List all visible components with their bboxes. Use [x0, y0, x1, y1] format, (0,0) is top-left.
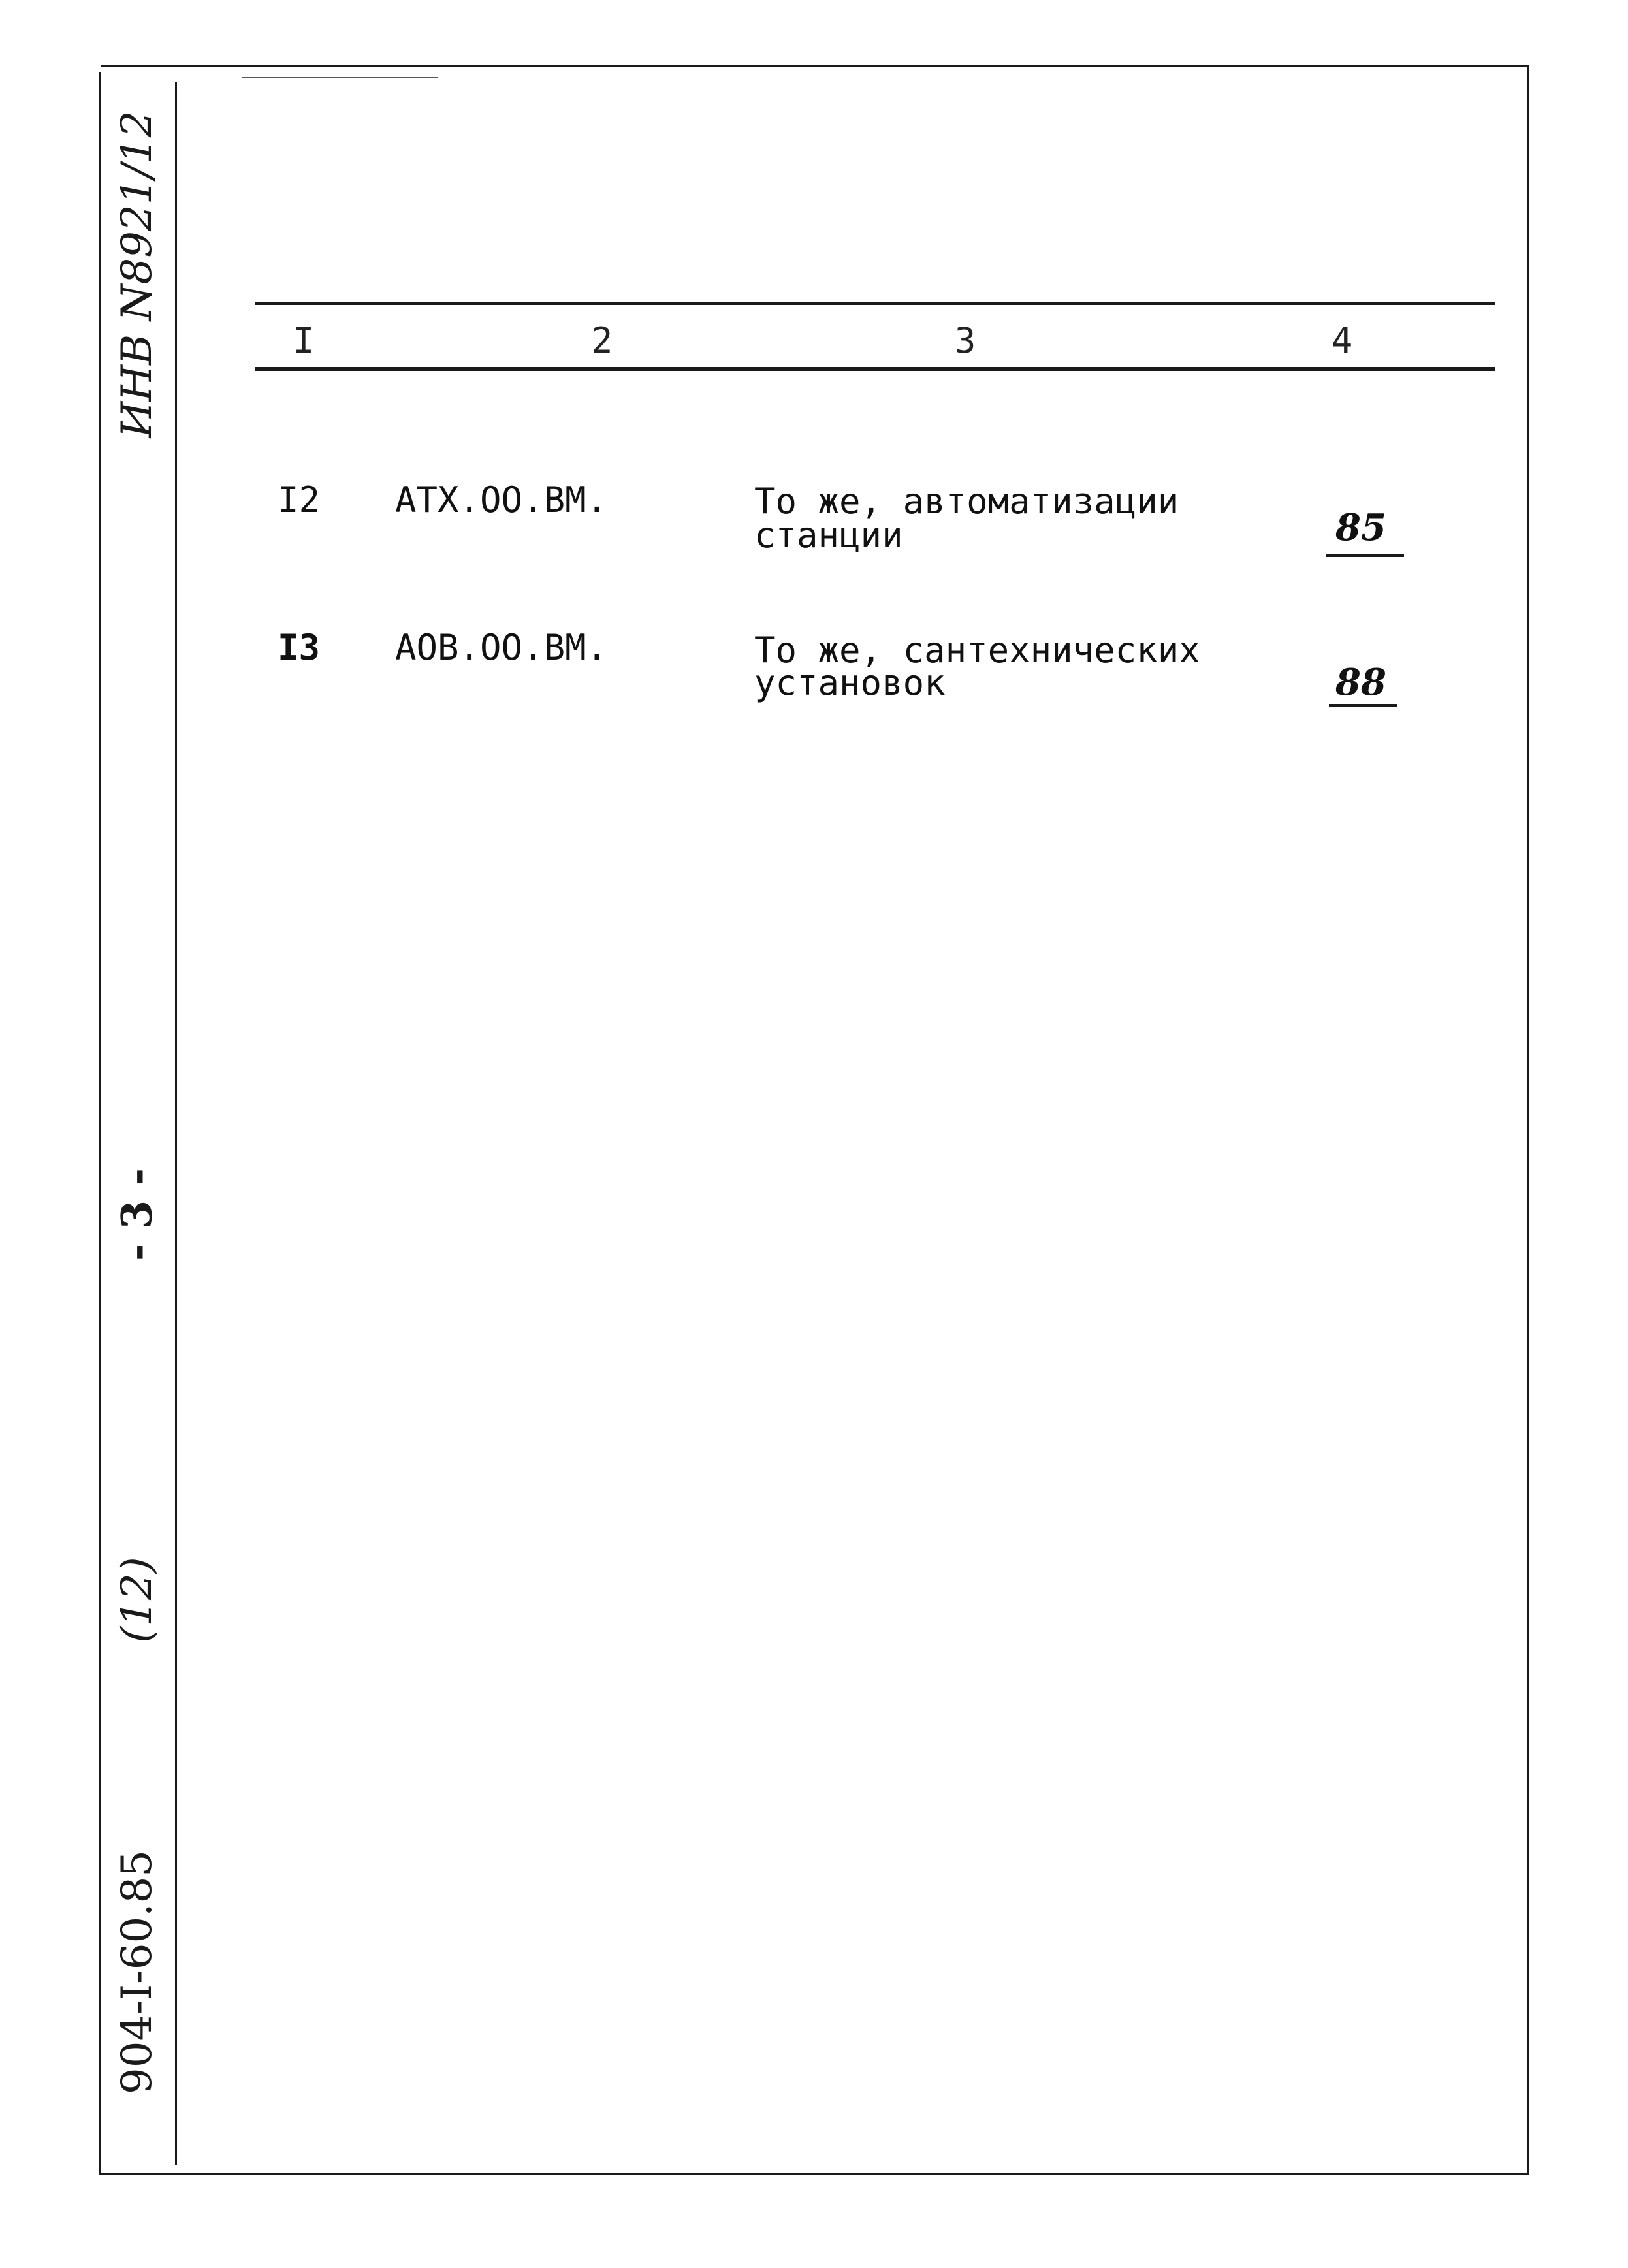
row-code: AOB.OO.BM.	[395, 627, 608, 668]
page-number-underline	[1326, 554, 1404, 557]
frame-top-overline	[242, 77, 438, 78]
row-description-line1: То же, сантехнических	[754, 630, 1200, 671]
frame-right-border	[1527, 65, 1529, 2175]
frame-left-border	[99, 72, 101, 2175]
column-header-4: 4	[1331, 320, 1353, 361]
frame-bottom-border	[101, 2173, 1529, 2175]
column-header-3: 3	[954, 320, 976, 361]
row-description-line1: То же, автоматизации	[754, 481, 1179, 522]
table-top-rule	[255, 302, 1495, 305]
sheet-number: (12)	[113, 1557, 161, 1643]
row-number: I2	[278, 479, 321, 520]
frame-top-border	[101, 65, 1529, 67]
row-number: I3	[278, 627, 321, 668]
inventory-note: ИНВ N8921/12	[113, 110, 161, 438]
row-page-number: 85	[1335, 506, 1386, 549]
row-description-line2: установок	[754, 662, 946, 703]
page-marker: - 3 -	[112, 1168, 162, 1262]
row-description-line2: станции	[754, 515, 903, 556]
row-page-number: 88	[1335, 661, 1386, 704]
column-header-1: I	[293, 320, 315, 361]
row-code: ATX.OO.BM.	[395, 479, 608, 520]
table-header-rule	[255, 367, 1495, 371]
column-header-2: 2	[591, 320, 613, 361]
project-code: 904-I-60.85	[113, 1850, 161, 2094]
page-number-underline	[1329, 704, 1397, 707]
binding-margin-line	[175, 82, 177, 2165]
